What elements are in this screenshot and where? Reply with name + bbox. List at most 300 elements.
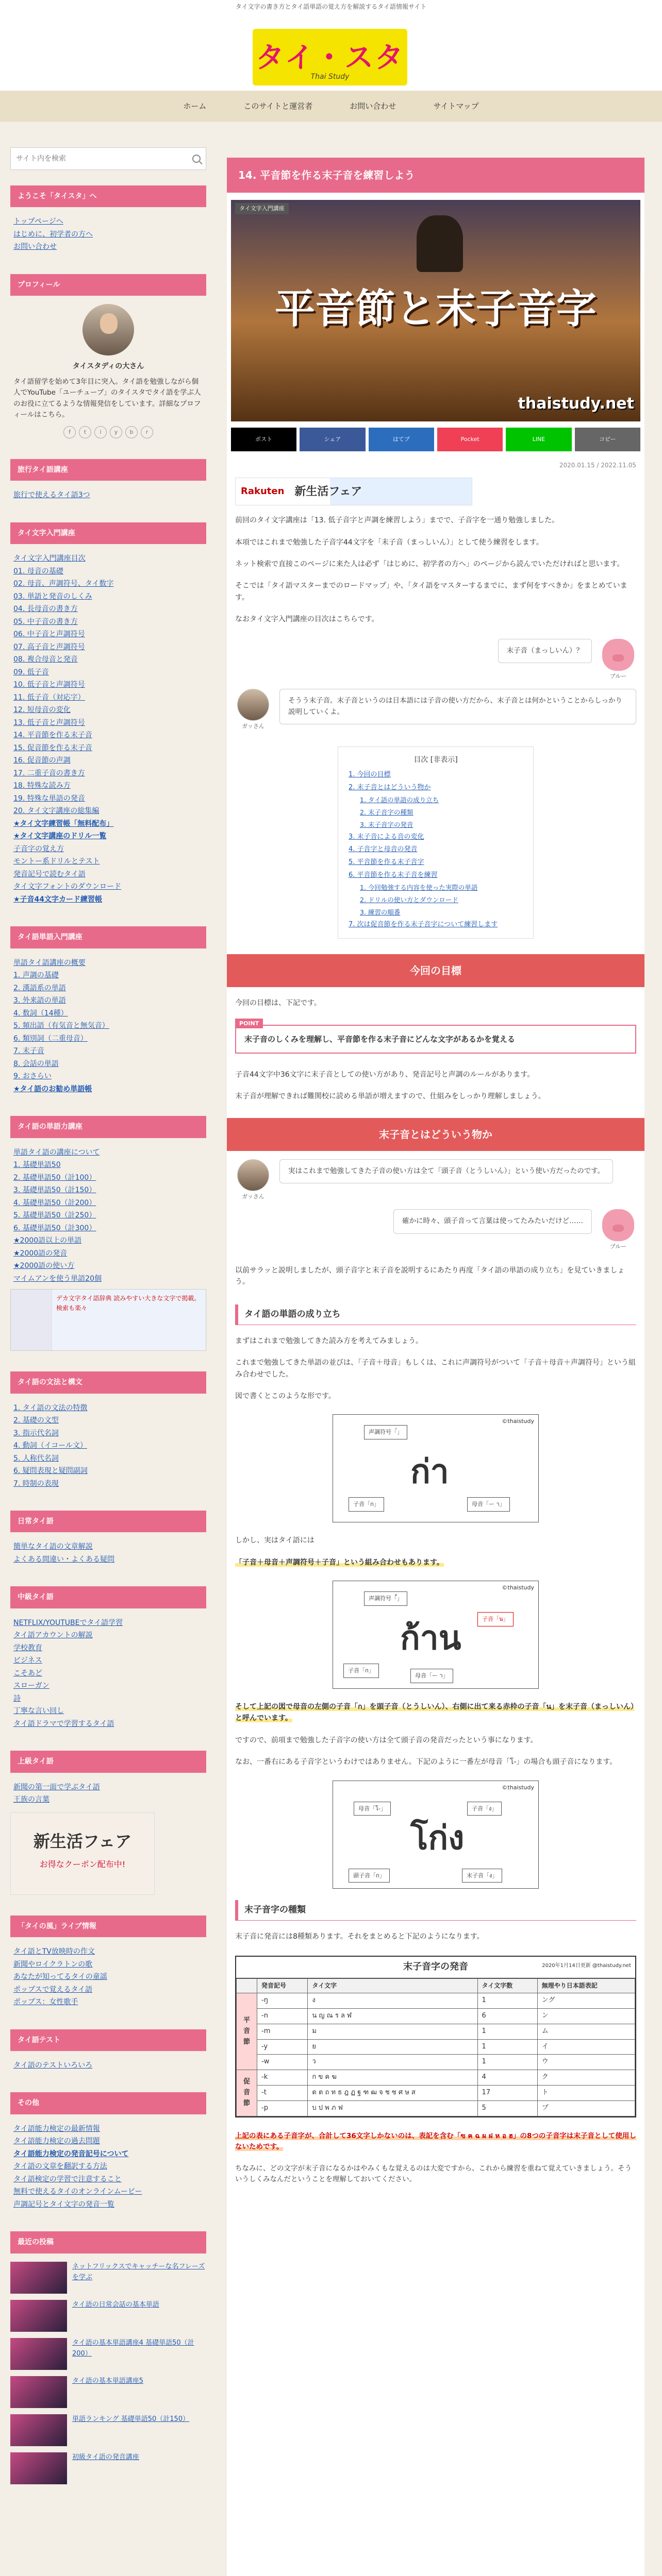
table-cell: ง — [308, 1993, 477, 2009]
table-cell: น ญ ณ ร ล ฬ — [308, 2009, 477, 2024]
paragraph-15: ですので、前項まで勉強した子音字の使い方は全て頭子音の発音だったという事になります。 — [235, 1736, 538, 1744]
diagram-label: 末子音「ง」 — [462, 1869, 502, 1883]
table-header: 発音記号 — [257, 1979, 308, 1993]
widget-link[interactable]: 単語タイ語の講座について — [13, 1148, 100, 1157]
fair-banner[interactable] — [10, 1812, 155, 1895]
table-row — [237, 2086, 635, 2101]
widget-list — [10, 215, 206, 253]
widget-link[interactable]: 20. タイ文字講座の総集編 — [13, 807, 100, 816]
widget-title: ようこそ「タイスタ」へ — [10, 185, 206, 207]
widget-title: 旅行タイ語講座 — [10, 459, 206, 481]
recent-post[interactable] — [10, 2262, 206, 2294]
widget-list-item — [10, 855, 206, 868]
widget-list-item — [10, 742, 206, 755]
widget-list — [10, 1146, 206, 1285]
widget-link[interactable]: NETFLIX/YOUTUBEでタイ語学習 — [13, 1618, 123, 1627]
table-cell: ン — [537, 2009, 635, 2024]
widget-link[interactable]: 6. 基礎単語50（計300） — [13, 1224, 96, 1232]
toc-item — [349, 831, 523, 844]
widget-list-item — [10, 1260, 206, 1273]
widget-link[interactable]: 3. 外来語の単語 — [13, 996, 66, 1005]
widget-link[interactable]: 新聞の第一面で学ぶタイ語 — [13, 1783, 100, 1791]
widget-link[interactable]: 旅行で使えるタイ語3つ — [13, 491, 90, 500]
toc-item — [349, 906, 523, 919]
widget-link[interactable]: 1. タイ語の文法の特徴 — [13, 1403, 88, 1412]
widget-link[interactable]: 7. 時制の表現 — [13, 1479, 59, 1488]
table-cell: 5 — [477, 2100, 537, 2116]
widget-link[interactable]: タイ語アカウントの解説 — [13, 1631, 93, 1640]
widget-list-item — [10, 1427, 206, 1440]
table-header: タイ文字数 — [477, 1979, 537, 1993]
widget-list-item — [10, 489, 206, 502]
diagram-final-consonant — [333, 1581, 539, 1689]
widget-link[interactable]: 09. 低子音 — [13, 668, 49, 676]
widget-list-item — [10, 666, 206, 679]
recent-post-link[interactable]: タイ語の日常会話の基本単語 — [72, 2300, 159, 2309]
widget-list-item — [10, 779, 206, 792]
paragraph-9: まずはこれまで勉強してきた読み方を考えてみましょう。 — [235, 1336, 423, 1345]
widget-link[interactable]: タイ語の文章を翻訳する方法 — [13, 2162, 107, 2171]
widget-list-item — [10, 215, 206, 228]
sns-icon[interactable]: i — [94, 426, 107, 438]
widget-link[interactable]: ★子音44文字カード練習帳 — [13, 895, 103, 904]
widget-link[interactable]: 丁寧な言い回し — [13, 1707, 64, 1716]
sns-icon[interactable]: f — [63, 426, 76, 438]
paragraph-14 — [227, 1696, 644, 1730]
recent-thumbnail[interactable] — [10, 2452, 67, 2484]
widget-link[interactable]: 3. 指示代名詞 — [13, 1429, 59, 1437]
widget-list-item — [10, 1007, 206, 1020]
paragraph-10: これまで勉強してきた単語の並びは、「子音＋母音」もしくは、これに声調符号がついて「子音＋母音＋声調符号」という組み合わせでした。 — [235, 1359, 636, 1379]
highlight: 「子音＋母音＋声調符号＋子音」という組み合わせもあります。 — [235, 1558, 444, 1567]
widget-link[interactable]: 3. 基礎単語50（計150） — [13, 1186, 96, 1195]
widget-list-item — [10, 880, 206, 893]
widget-link[interactable]: 03. 単語と発音のしくみ — [13, 592, 92, 601]
gassan-avatar — [235, 689, 271, 731]
widget-list-item — [10, 1222, 206, 1235]
recent-thumbnail[interactable] — [10, 2414, 67, 2446]
widget-list-item — [10, 1273, 206, 1285]
widget-list-item — [10, 1402, 206, 1415]
widget-link[interactable]: スローガン — [13, 1682, 49, 1690]
toc-link[interactable]: 7. 次は促音節を作る末子音字について練習します — [349, 920, 498, 928]
main-nav — [0, 91, 662, 122]
widget-link[interactable]: 2. 基礎の文型 — [13, 1416, 59, 1425]
recent-thumbnail[interactable] — [10, 2262, 67, 2294]
widget-link[interactable]: 10. 低子音と声調符号 — [13, 681, 85, 689]
widget-title: タイ文字入門講座 — [10, 522, 206, 544]
point-label: POINT — [235, 1019, 263, 1029]
widget-list-item — [10, 1172, 206, 1184]
widget-link[interactable]: トップページへ — [13, 217, 63, 226]
table-cell: ム — [537, 2024, 635, 2039]
widget-link[interactable]: 06. 中子音と声調符号 — [13, 630, 85, 639]
subsection-structure: タイ語の単語の成り立ち — [235, 1304, 636, 1325]
widget-title: 「タイの風」ライブ情報 — [10, 1916, 206, 1937]
logo-subtitle: Thai Study — [310, 72, 350, 81]
widget-link[interactable]: はじめに、初学者の方へ — [13, 230, 93, 239]
recent-post[interactable] — [10, 2376, 206, 2408]
recent-thumbnail[interactable] — [10, 2338, 67, 2370]
nav-contact[interactable]: お問い合わせ — [350, 101, 396, 111]
widget-list-item — [10, 2160, 206, 2173]
diagram-glyph: โก่ง — [410, 1819, 465, 1857]
table-cell: イ — [537, 2039, 635, 2055]
toc-item — [349, 856, 523, 869]
widget-list-item — [10, 1478, 206, 1490]
section-what-is: 末子音とはどういう物か — [227, 1118, 644, 1151]
toc-item — [349, 882, 523, 894]
table-cell: 17 — [477, 2086, 537, 2101]
avatar — [237, 689, 269, 721]
widget-list-item — [10, 1197, 206, 1210]
widget-link[interactable]: 4. 動詞（イコール文） — [13, 1442, 87, 1450]
final-consonant-table — [235, 1956, 636, 2117]
statue-silhouette — [417, 215, 463, 272]
widget-link[interactable]: ビジネス — [13, 1656, 42, 1665]
table-row — [237, 2070, 635, 2086]
widget-link[interactable]: タイ語とTV放映時の作文 — [13, 1947, 95, 1956]
widget-link[interactable]: 7. 末子音 — [13, 1047, 44, 1056]
widget-title: タイ語の文法と構文 — [10, 1371, 206, 1393]
widget-link[interactable]: 学校教育 — [13, 1643, 42, 1652]
toc-link[interactable]: 5. 平音節を作る末子音字 — [349, 858, 424, 867]
widget-link[interactable]: 13. 低子音と声調符号 — [13, 718, 85, 727]
toc-item — [349, 806, 523, 819]
widget-list-item — [10, 1793, 206, 1806]
recent-thumbnail[interactable] — [10, 2300, 67, 2332]
widget-link[interactable]: 発音記号で読むタイ語 — [13, 870, 86, 878]
share-button[interactable]: シェア — [300, 428, 365, 451]
toc-link[interactable]: 2. 末子音とはどういう物か — [349, 783, 431, 791]
recent-post-link[interactable]: 単語ランキング 基礎単語50（計150） — [72, 2415, 190, 2423]
widget-link[interactable]: 2. 漢語系の単語 — [13, 984, 66, 992]
toc-item — [349, 894, 523, 906]
table-cell: -ŋ — [257, 1993, 308, 2009]
sns-icon[interactable]: r — [141, 426, 153, 438]
widget-list-item — [10, 1705, 206, 1718]
widget-link[interactable]: 17. 二重子音の書き方 — [13, 769, 85, 777]
widget-link[interactable]: ポップスで覚えるタイ語 — [13, 1985, 93, 1994]
widget-link[interactable]: 5. 人称代名詞 — [13, 1454, 59, 1463]
toc-item — [349, 769, 523, 782]
widget-link[interactable]: ★タイ語のお勧め単語帳 — [13, 1084, 92, 1093]
recent-post[interactable] — [10, 2452, 206, 2484]
table-cell: ย — [308, 2039, 477, 2055]
widget-list-item — [10, 1159, 206, 1172]
widget-link[interactable]: ★タイ文字練習帳「無料配布」 — [13, 819, 114, 828]
table-row — [237, 2100, 635, 2116]
table-group: 平音節 — [237, 1993, 257, 2070]
widget-list-item — [10, 868, 206, 881]
widget-list-item — [10, 1617, 206, 1630]
widget-list-item — [10, 893, 206, 906]
toc-link[interactable]: 1. 今回の目標 — [349, 771, 391, 779]
table-cell: ト — [537, 2086, 635, 2101]
widget-tools — [10, 1916, 206, 2009]
diagram-glyph: ก่า — [410, 1453, 449, 1492]
table-row — [237, 2024, 635, 2039]
widget-list-item — [10, 616, 206, 629]
blue-avatar — [600, 639, 636, 681]
widget-list-item — [10, 578, 206, 590]
widget-profile — [10, 274, 206, 438]
diagram-label: 声調符号「่」 — [364, 1425, 407, 1439]
table-cell: -m — [257, 2024, 308, 2039]
widget-link[interactable]: 07. 高子音と声調符号 — [13, 642, 85, 651]
widget-list-item — [10, 1996, 206, 2009]
hero-category-badge[interactable]: タイ文字入門講座 — [235, 203, 289, 214]
search-icon[interactable] — [192, 155, 201, 163]
widget-list — [10, 552, 206, 906]
widget-link[interactable]: こそあど — [13, 1669, 42, 1677]
sns-icon[interactable]: b — [125, 426, 138, 438]
widget-link[interactable]: 15. 促音節を作る末子音 — [13, 743, 92, 752]
widget-link[interactable]: 4. 数詞（14種） — [13, 1009, 68, 1018]
widget-list-item — [10, 2173, 206, 2186]
widget-link[interactable]: タイ語能力検定の発音記号について — [13, 2149, 129, 2158]
widget-title: タイ語の単語力講座 — [10, 1116, 206, 1138]
widget-list-item — [10, 2148, 206, 2161]
widget-link[interactable]: 18. 特殊な読み方 — [13, 782, 71, 790]
widget-link[interactable]: 6. 類別詞（二重母音） — [13, 1034, 88, 1043]
point-text: 末子音のしくみを理解し、平音節を作る末子音にどんな文字があるかを覚える — [244, 1034, 516, 1044]
widget-link[interactable]: 9. おさらい — [13, 1072, 52, 1081]
subsection-types: 末子音字の種類 — [235, 1900, 636, 1921]
widget-link[interactable]: 05. 中子音の書き方 — [13, 617, 78, 626]
share-button[interactable]: コピー — [575, 428, 640, 451]
sns-icons — [10, 426, 206, 438]
widget-link[interactable]: 11. 低子音（対応字） — [13, 693, 85, 702]
widget-link[interactable]: 01. 母音の基礎 — [13, 567, 63, 575]
widget-title: プロフィール — [10, 274, 206, 296]
widget-link[interactable]: ★タイ文字講座のドリル一覧 — [13, 832, 107, 841]
widget-list-item — [10, 1553, 206, 1566]
widget-link[interactable]: 声調記号とタイ文字の発音一覧 — [13, 2200, 114, 2209]
widget-words — [10, 926, 206, 1095]
toc-link[interactable]: 3. 練習の順番 — [360, 908, 401, 916]
toc-title[interactable]: 目次 [非表示] — [413, 755, 458, 764]
widget-link[interactable]: タイ語能力検定の最新情報 — [13, 2124, 100, 2133]
table-cell: 6 — [477, 2009, 537, 2024]
widget-link[interactable]: 16. 促音節の声調 — [13, 756, 71, 765]
widget-link[interactable]: ★2000語の発音 — [13, 1249, 68, 1258]
widget-link[interactable]: 6. 疑問表現と疑問副詞 — [13, 1467, 88, 1475]
dictionary-banner[interactable] — [10, 1289, 206, 1351]
widget-link[interactable]: マイムアンを使う単語20個 — [13, 1274, 102, 1283]
widget-media — [10, 1586, 206, 1730]
widget-list-item — [10, 2135, 206, 2148]
widget-list-item — [10, 1452, 206, 1465]
toc-link[interactable]: 1. 今回勉強する内容を使った実際の単語 — [360, 884, 478, 892]
widget-list-item — [10, 1083, 206, 1096]
widget-list — [10, 1617, 206, 1731]
widget-link[interactable]: 14. 平音節を作る末子音 — [13, 731, 92, 740]
table-cell: 4 — [477, 2070, 537, 2086]
sidebar — [10, 147, 206, 2505]
widget-link[interactable]: 無料で使えるタイのオンラインムービー — [13, 2188, 142, 2196]
table-cell: -w — [257, 2055, 308, 2070]
widget-link[interactable]: 5. 頻出語（有気音と無気音） — [13, 1022, 109, 1030]
table-cell: ング — [537, 1993, 635, 2009]
widget-link[interactable]: タイ語検定の学習で注意すること — [13, 2175, 122, 2183]
widget-link[interactable]: 08. 複合母音と発音 — [13, 655, 78, 664]
widget-link[interactable]: タイ語ドラマで学習するタイ語 — [13, 1719, 114, 1728]
table-header: タイ文字 — [308, 1979, 477, 1993]
widget-link[interactable]: 1. 声調の基礎 — [13, 971, 59, 980]
nav-sitemap[interactable]: サイトマップ — [433, 101, 479, 111]
share-button[interactable]: LINE — [506, 428, 571, 451]
widget-link[interactable]: ★2000語以上の単語 — [13, 1236, 82, 1245]
table-cell: ม — [308, 2024, 477, 2039]
toc-link[interactable]: 4. 子音字と母音の発音 — [349, 845, 418, 854]
widget-link[interactable]: 1. 基礎単語50 — [13, 1161, 61, 1170]
widget-link[interactable]: 5. 基礎単語50（計250） — [13, 1211, 96, 1220]
site-logo[interactable] — [253, 29, 407, 86]
share-button[interactable]: はてブ — [369, 428, 434, 451]
recent-post[interactable] — [10, 2414, 206, 2446]
toc-link[interactable]: 3. 末子音による音の変化 — [349, 833, 424, 841]
widget-link[interactable]: 12. 短母音の変化 — [13, 706, 71, 715]
widget-link[interactable]: 19. 特殊な単語の発音 — [13, 794, 85, 803]
sns-icon[interactable]: t — [79, 426, 91, 438]
widget-link[interactable]: 8. 会話の単語 — [13, 1059, 59, 1068]
intro-paragraph-4: そこでは「タイ語マスターまでのロードマップ」や、「タイ語をマスターするまでに、まず何をすべきか」をまとめています。 — [235, 582, 627, 602]
diagram-consonant-vowel — [333, 1414, 539, 1522]
pig-icon — [602, 639, 634, 671]
toc-link[interactable]: 6. 平音節を作る末子音を練習 — [349, 871, 438, 879]
widget-list-item — [10, 1629, 206, 1642]
speech-blue-2 — [235, 1209, 636, 1251]
table-cell: ด ต ถ ท ธ ฎ ฏ ฐ ฑ ฒ จ ช ซ ศ ษ ส — [308, 2086, 477, 2101]
share-button[interactable]: Pocket — [437, 428, 503, 451]
speaker-name: ブルー — [609, 1243, 627, 1250]
widget-list-item — [10, 818, 206, 831]
intro-paragraph-3: ネット検索で直接このページに来た人は必ず「はじめに、初学者の方へ」のページから読んでいただければと思います。 — [235, 560, 624, 568]
widget-link[interactable]: 新聞やロイクラトンの歌 — [13, 1960, 93, 1969]
recent-thumbnail[interactable] — [10, 2376, 67, 2408]
search-input[interactable] — [16, 155, 192, 163]
recent-post[interactable] — [10, 2338, 206, 2370]
diagram-credit: ©thaistudy — [502, 1784, 534, 1791]
table-cell: プ — [537, 2100, 635, 2116]
widget-link[interactable]: ポップス：女性歌手 — [13, 1998, 78, 2007]
widget-list-item — [10, 1146, 206, 1159]
widget-list-item — [10, 1414, 206, 1427]
nav-about[interactable]: このサイトと運営者 — [243, 101, 313, 111]
widget-link[interactable]: 王族の言葉 — [13, 1795, 49, 1804]
widget-link[interactable]: 2. 基礎単語50（計100） — [13, 1173, 96, 1182]
widget-list — [10, 489, 206, 502]
diagram-label: 子音「ก」 — [349, 1497, 384, 1512]
diagram-leading-vowel — [333, 1781, 539, 1889]
widget-list-item — [10, 1718, 206, 1731]
widget-link[interactable]: 単語タイ語講座の概要 — [13, 958, 86, 967]
toc-link[interactable]: 3. 末子音字の発音 — [360, 820, 413, 828]
recent-post-link[interactable]: ネットフリックスでキャッチーな名フレーズを学ぶ — [72, 2262, 205, 2281]
paragraph-18 — [227, 2126, 644, 2158]
widget-list — [10, 1781, 206, 1806]
site-header — [0, 13, 662, 91]
widget-list-item — [10, 1958, 206, 1971]
ad-title: 新生活フェア — [294, 485, 362, 498]
widget-link[interactable]: タイ文字フォントのダウンロード — [13, 883, 122, 891]
table-cell: ウ — [537, 2055, 635, 2070]
table-cell: -p — [257, 2100, 308, 2116]
recent-post[interactable] — [10, 2300, 206, 2332]
paragraph-16: なお、一番右にある子音字というわけではありません。下記のように一番左が母音「โ-」の場合も頭子音になります。 — [235, 1758, 617, 1767]
paragraph-6: 子音44文字中36文字に末子音としての使い方があり、発音記号と声調のルールがあります。 — [235, 1070, 535, 1079]
widget-list — [10, 2059, 206, 2072]
toc-item — [349, 919, 523, 931]
share-button[interactable]: ポスト — [231, 428, 296, 451]
widget-list-item — [10, 1692, 206, 1705]
diagram-label: 子音「ก」 — [343, 1664, 379, 1678]
widget-list-item — [10, 1984, 206, 1996]
widget-list-item — [10, 1540, 206, 1553]
table-date: 2020年1月14日更新 @thaistudy.net — [542, 1963, 631, 1969]
widget-list-item — [10, 994, 206, 1007]
toc-link[interactable]: 2. ドリルの使い方とダウンロード — [360, 896, 458, 904]
widget-link[interactable]: ★2000語の使い方 — [13, 1262, 75, 1270]
widget-test — [10, 2029, 206, 2072]
widget-link[interactable]: 簡単なタイ語の文章解説 — [13, 1543, 93, 1551]
recent-post-link[interactable]: タイ語の基本単語講座4 基礎単語50（計200） — [72, 2338, 194, 2358]
widget-list — [10, 2123, 206, 2211]
widget-link[interactable]: あなたが知ってるタイの童謡 — [13, 1973, 107, 1981]
toc-link[interactable]: 2. 末子音字の種類 — [360, 808, 413, 817]
widget-link[interactable]: タイ語のテストいろいろ — [13, 2061, 93, 2070]
search-box — [10, 147, 206, 170]
recent-post-link[interactable]: タイ語の基本単語講座5 — [72, 2377, 144, 2385]
recent-post-link[interactable]: 初級タイ語の発音講座 — [72, 2453, 139, 2461]
diagram-credit: ©thaistudy — [502, 1584, 534, 1591]
table-header — [237, 1979, 257, 1993]
paragraph-7: 末子音が理解できれば難関校に読める単語が増えますので、仕組みをしっかり理解しましょう。 — [235, 1092, 545, 1101]
widget-list-item — [10, 957, 206, 970]
hero-watermark: thaistudy.net — [518, 395, 634, 413]
gassan-avatar — [235, 1159, 271, 1201]
widget-welcome — [10, 185, 206, 253]
widget-link[interactable]: よくある間違い・よくある疑問 — [13, 1555, 114, 1564]
highlight: 上記の表にある子音字が、合計して36文字しかないのは、表記を含む「ฃ ฅ ฉ ผ ฝ ห อ ฮ」の8つの子音字は末子音として使用しないためです。 — [235, 2131, 636, 2151]
nav-home[interactable]: ホーム — [183, 101, 207, 111]
toc-link[interactable]: 1. タイ語の単語の成り立ち — [360, 796, 439, 804]
widget-link[interactable]: お問い合わせ — [13, 243, 57, 251]
widget-link[interactable]: 子音字の覚え方 — [13, 844, 64, 853]
widget-list-item — [10, 691, 206, 704]
sns-icon[interactable]: y — [110, 426, 122, 438]
diagram-label: 母音「โ-」 — [354, 1802, 391, 1816]
highlight: そして上記の図で母音の左側の子音「ก」を頭子音（とうしいん）、右側に出て来る赤枠の子音「น」を末子音（まっしいん）と呼んでいます。 — [235, 1703, 635, 1723]
widget-link[interactable]: 詩 — [13, 1694, 21, 1703]
widget-link[interactable]: 04. 長母音の書き方 — [13, 605, 78, 614]
widget-link[interactable]: タイ語能力検定の過去問題 — [13, 2137, 100, 2146]
widget-other — [10, 2092, 206, 2211]
widget-link[interactable]: モントー系ドリルとテスト — [13, 857, 100, 866]
widget-link[interactable]: 4. 基礎単語50（計200） — [13, 1198, 96, 1207]
table-cell: ก ข ค ฆ — [308, 2070, 477, 2086]
diagram-label-final: 子音「น」 — [477, 1612, 514, 1626]
widget-link[interactable]: タイ文字入門講座目次 — [13, 554, 86, 563]
paragraph-8: 以前サラッと説明しましたが、頭子音字と末子音を説明するにあたり再度「タイ語の単語の成り立ち」を見ていきましょう。 — [235, 1266, 625, 1286]
blue-avatar — [600, 1209, 636, 1251]
rakuten-ad[interactable] — [235, 478, 472, 505]
widget-list-item — [10, 754, 206, 767]
widget-link[interactable]: 02. 母音、声調符号、タイ数字 — [13, 580, 114, 588]
toc-item — [349, 794, 523, 806]
table-cell: 1 — [477, 2055, 537, 2070]
